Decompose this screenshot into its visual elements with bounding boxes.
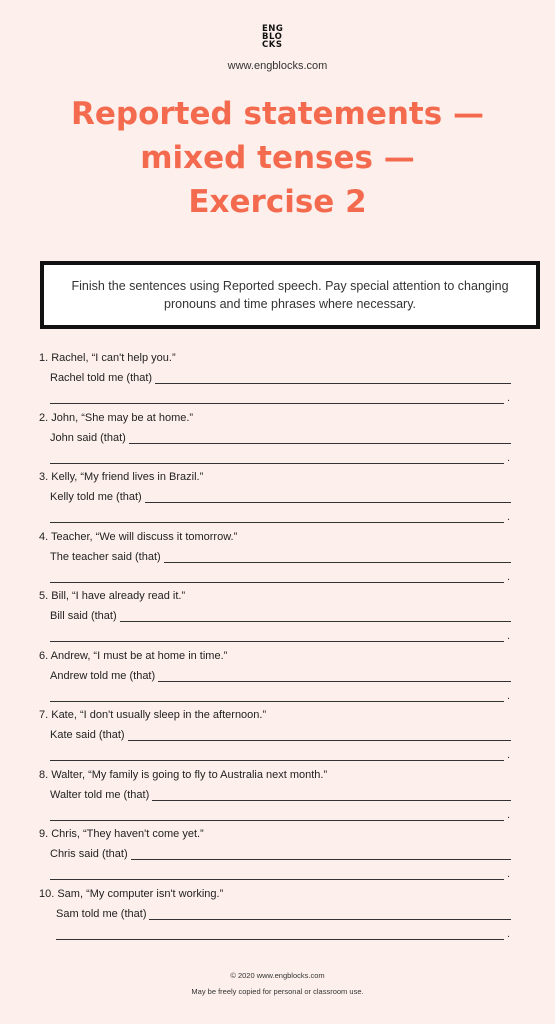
footer-copyright: © 2020 www.engblocks.com <box>230 971 325 980</box>
end-mark: . <box>507 570 511 583</box>
exercise-prompt: 9. Chris, “They haven't come yet.” <box>39 828 204 840</box>
answer-blank[interactable] <box>152 788 511 801</box>
answer-blank-continuation[interactable] <box>50 748 504 761</box>
exercise-prompt: 8. Walter, “My family is going to fly to Australia next month.” <box>39 768 328 781</box>
answer-blank[interactable] <box>155 371 511 384</box>
answer-lead: Bill said (that) <box>50 610 117 622</box>
footer-note: May be freely copied for personal or classroom use. <box>191 987 364 996</box>
exercise-item <box>0 352 555 412</box>
title-line: mixed tenses — <box>140 140 415 176</box>
answer-line <box>50 847 511 860</box>
exercise-item <box>0 828 555 888</box>
end-mark: . <box>507 749 511 761</box>
answer-lead: Kelly told me (that) <box>50 491 142 503</box>
end-mark: . <box>507 630 511 642</box>
end-mark: . <box>507 511 511 523</box>
answer-blank-continuation[interactable] <box>50 451 504 464</box>
end-mark: . <box>507 808 511 821</box>
title-line: Reported statements — <box>71 96 484 132</box>
answer-blank[interactable] <box>131 847 511 860</box>
answer-blank[interactable] <box>158 669 511 682</box>
answer-line <box>50 550 511 563</box>
answer-line <box>50 609 511 622</box>
answer-blank-continuation[interactable] <box>50 570 504 583</box>
answer-blank-continuation[interactable] <box>50 629 504 642</box>
end-mark: . <box>507 392 511 404</box>
exercise-item <box>0 888 555 948</box>
exercise-item <box>0 769 555 829</box>
answer-lead: Andrew told me (that) <box>50 669 156 682</box>
answer-blank-continuation[interactable] <box>56 927 504 940</box>
answer-blank[interactable] <box>120 609 511 622</box>
answer-blank[interactable] <box>149 907 511 920</box>
end-mark: . <box>507 927 511 940</box>
exercise-prompt: 2. John, “She may be at home.” <box>39 411 194 424</box>
answer-blank-continuation[interactable] <box>50 689 504 702</box>
answer-blank[interactable] <box>129 431 511 444</box>
exercise-item <box>0 531 555 591</box>
answer-line <box>50 490 511 503</box>
answer-line <box>50 431 511 444</box>
answer-lead: Kate said (that) <box>50 729 125 741</box>
end-mark: . <box>507 868 511 880</box>
answer-blank-continuation[interactable] <box>50 808 504 821</box>
exercise-item <box>0 412 555 472</box>
exercise-item <box>0 709 555 769</box>
exercise-prompt: 5. Bill, “I have already read it.” <box>39 590 186 602</box>
answer-lead: Rachel told me (that) <box>50 372 153 384</box>
logo-line: CKS <box>262 40 283 50</box>
logo-line: ENG <box>262 24 284 34</box>
answer-lead: The teacher said (that) <box>50 550 161 563</box>
page-title <box>0 92 555 224</box>
answer-line <box>50 371 511 384</box>
end-mark: . <box>507 689 511 702</box>
exercise-prompt: 6. Andrew, “I must be at home in time.” <box>39 649 228 662</box>
end-mark: . <box>507 451 511 464</box>
answer-line <box>50 788 511 801</box>
engblocks-logo <box>262 25 292 49</box>
instructions-box <box>40 261 540 329</box>
answer-blank-continuation[interactable] <box>50 867 504 880</box>
answer-line <box>50 669 511 682</box>
exercise-item <box>0 650 555 710</box>
answer-blank[interactable] <box>164 550 511 563</box>
site-url: www.engblocks.com <box>227 60 328 72</box>
exercise-item <box>0 471 555 531</box>
exercise-prompt: 7. Kate, “I don't usually sleep in the afternoon.” <box>39 709 267 721</box>
answer-lead: Walter told me (that) <box>50 788 150 801</box>
answer-blank[interactable] <box>128 728 511 741</box>
exercise-prompt: 4. Teacher, “We will discuss it tomorrow.” <box>39 530 238 543</box>
exercise-item <box>0 590 555 650</box>
instructions-text: Finish the sentences using Reported speech. Pay special attention to changing pronouns and time phrases where necessary. <box>71 279 509 311</box>
answer-blank-continuation[interactable] <box>50 510 504 523</box>
exercise-prompt: 3. Kelly, “My friend lives in Brazil.” <box>39 471 204 483</box>
answer-blank-continuation[interactable] <box>50 391 504 404</box>
exercise-prompt: 10. Sam, “My computer isn't working.” <box>39 887 224 900</box>
title-line: Exercise 2 <box>188 184 367 220</box>
answer-lead: Chris said (that) <box>50 848 128 860</box>
answer-line <box>50 728 511 741</box>
answer-lead: Sam told me (that) <box>56 907 147 920</box>
answer-lead: John said (that) <box>50 431 126 444</box>
answer-line <box>56 907 511 920</box>
answer-blank[interactable] <box>145 490 511 503</box>
exercise-prompt: 1. Rachel, “I can't help you.” <box>39 352 176 364</box>
logo-line: BLO <box>262 32 283 42</box>
